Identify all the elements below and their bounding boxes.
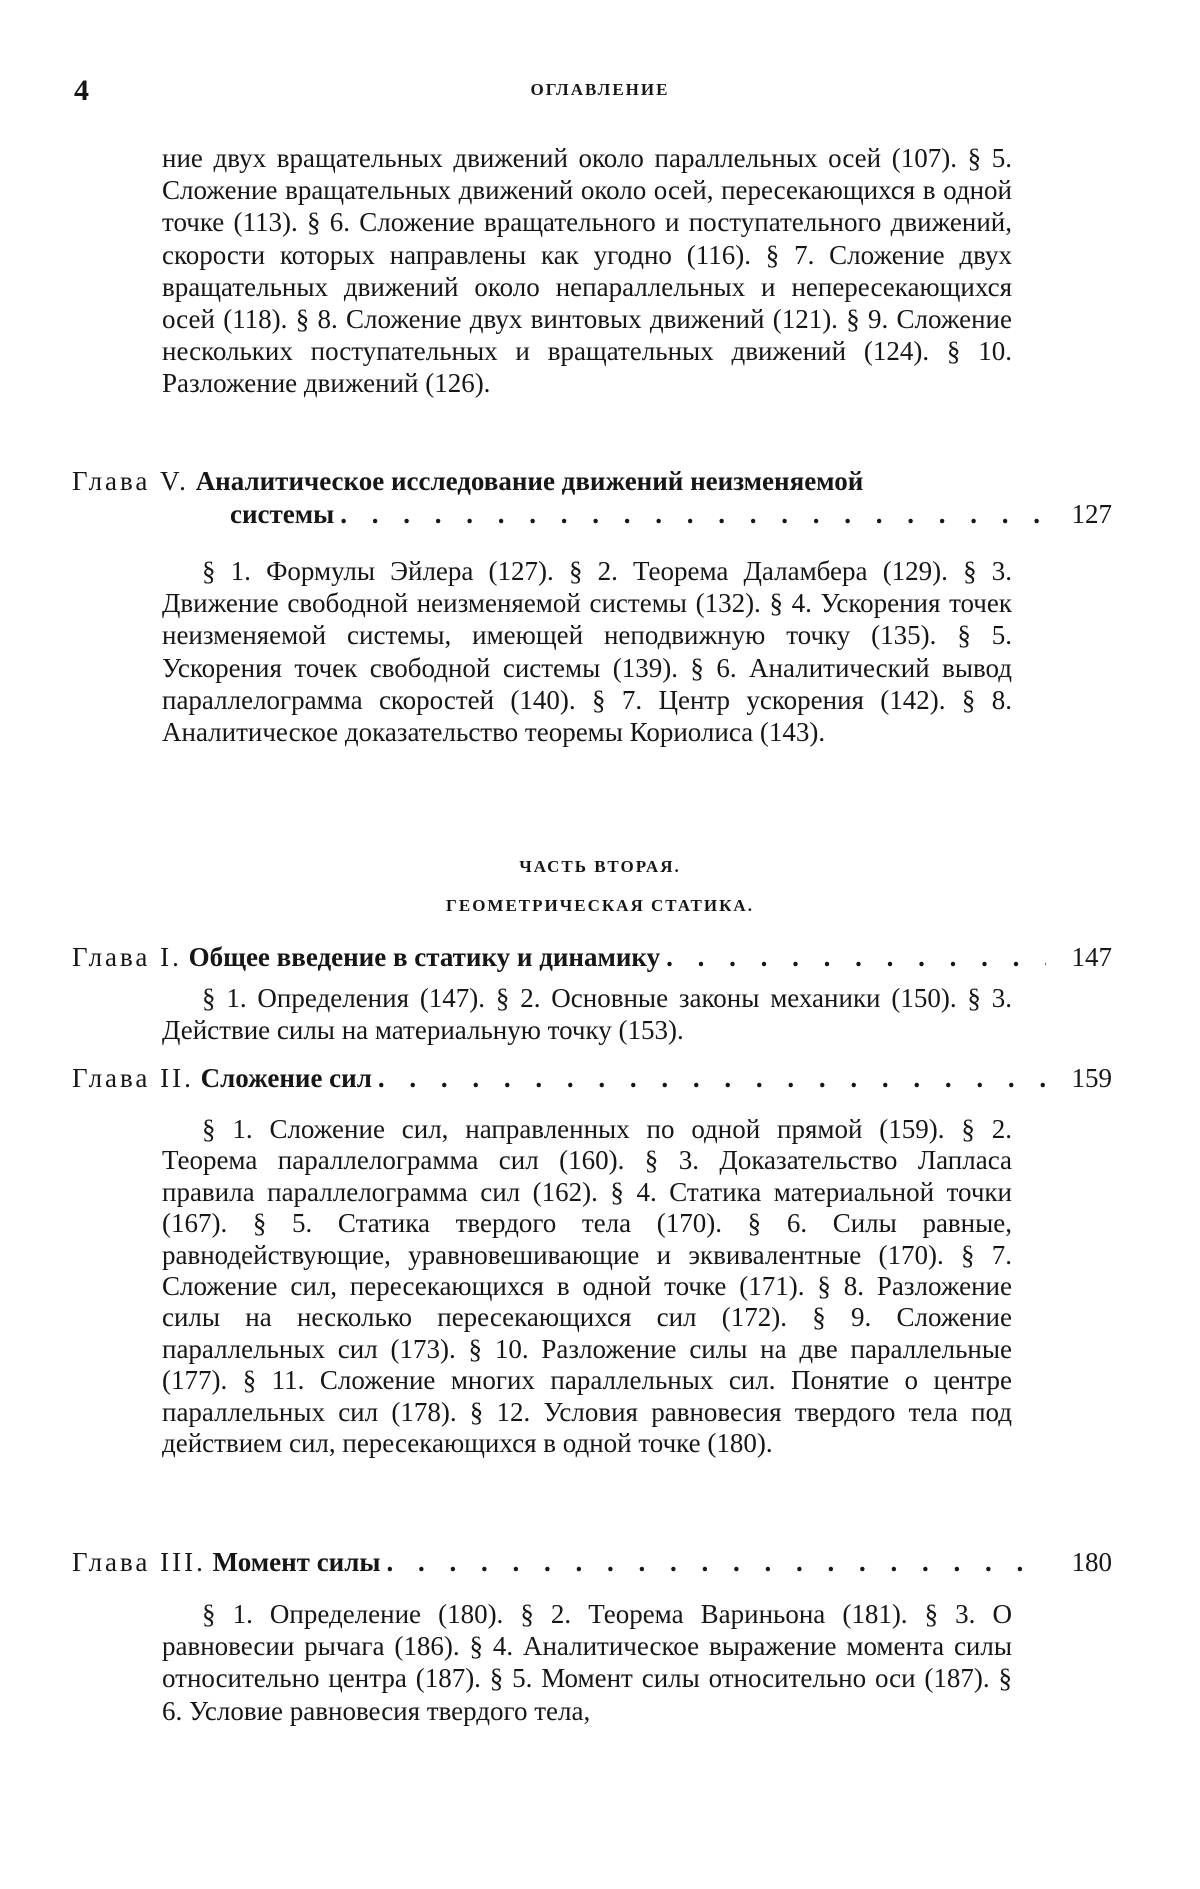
chapter-title: Аналитическое исследование движений неизменяемой xyxy=(195,466,864,496)
chapter-label: Глава III. xyxy=(72,1547,206,1577)
chapter-2-contents: § 1. Сложение сил, направленных по одной прямой (159). § 2. Теорема параллелограмма сил (160). § 3. Доказательство Лапласа правила параллелограмма сил (162). § 4. Статика материальной точки (167). § 5. Статика твердого тела (170). § 6. Силы равные, равнодействующие, уравновешивающие и эквивалентные (170). § 7. Сложение сил, пересекающихся в одной точке (171). § 8. Разложение силы на несколько пересекающихся сил (172). § 9. Сложение параллельных сил (173). § 10. Разложение силы на две параллельные (177). § 11. Сложение многих параллельных сил. Понятие о центре параллельных сил (178). § 12. Условия равновесия твердого тела под действием сил, пересекающихся в одной точке (180). xyxy=(162,1114,1012,1459)
dot-leader xyxy=(666,941,1046,974)
part-label: ЧАСТЬ ВТОРАЯ. xyxy=(519,857,681,876)
running-title: ОГЛАВЛЕНИЕ xyxy=(530,80,670,99)
chapter-1-contents: § 1. Определения (147). § 2. Основные законы механики (150). § 3. Действие силы на материальную точку (153). xyxy=(162,983,1012,1046)
dot-leader xyxy=(386,1546,1046,1579)
chapter-label: Глава V. xyxy=(72,466,189,496)
chapter-page-number: 180 xyxy=(1071,1547,1112,1577)
toc-entry-chapter-2[interactable] xyxy=(72,1062,1112,1095)
part-title: ГЕОМЕТРИЧЕСКАЯ СТАТИКА. xyxy=(446,896,754,915)
chapter-page-number: 147 xyxy=(1071,942,1112,972)
chapter-contents-continuation: ние двух вращательных движений около параллельных осей (107). § 5. Сложение вращательных движений около осей, пересекающихся в одной точке (113). § 6. Сложение вращательного и поступательного движений, скорости которых направлены как угодно (116). § 7. Сложение двух вращательных движений около непараллельных и непересекающихся осей (118). § 8. Сложение двух винтовых движений (121). § 9. Сложение нескольких поступательных и вращательных движений (124). § 10. Разложение движений (126). xyxy=(162,143,1012,399)
dot-leader xyxy=(378,1062,1046,1095)
chapter-5-contents: § 1. Формулы Эйлера (127). § 2. Теорема Даламбера (129). § 3. Движение свободной неизменяемой системы (132). § 4. Ускорения точек неизменяемой системы, имеющей неподвижную точку (135). § 5. Ускорения точек свободной системы (139). § 6. Аналитический вывод параллелограмма скоростей (140). § 7. Центр ускорения (142). § 8. Аналитическое доказательство теоремы Кориолиса (143). xyxy=(162,556,1012,748)
chapter-title: Момент силы xyxy=(212,1547,381,1577)
chapter-title-continued: системы xyxy=(230,499,335,529)
chapter-title: Общее введение в статику и динамику xyxy=(188,942,661,972)
chapter-3-contents: § 1. Определение (180). § 2. Теорема Вариньона (181). § 3. О равновесии рычага (186). § 4. Аналитическое выражение момента силы относительно центра (187). § 5. Момент силы относительно оси (187). § 6. Условие равновесия твердого тела, xyxy=(162,1599,1012,1726)
chapter-page-number: 127 xyxy=(1071,499,1112,529)
toc-entry-chapter-5[interactable] xyxy=(72,465,1112,531)
page-header xyxy=(0,74,1200,107)
chapter-page-number: 159 xyxy=(1071,1063,1112,1093)
toc-entry-chapter-3[interactable] xyxy=(72,1546,1112,1579)
page-number: 4 xyxy=(74,74,89,107)
chapter-label: Глава I. xyxy=(72,942,182,972)
chapter-title: Сложение сил xyxy=(200,1063,372,1093)
chapter-label: Глава II. xyxy=(72,1063,194,1093)
toc-entry-chapter-1[interactable] xyxy=(72,941,1112,974)
dot-leader xyxy=(340,498,1046,531)
